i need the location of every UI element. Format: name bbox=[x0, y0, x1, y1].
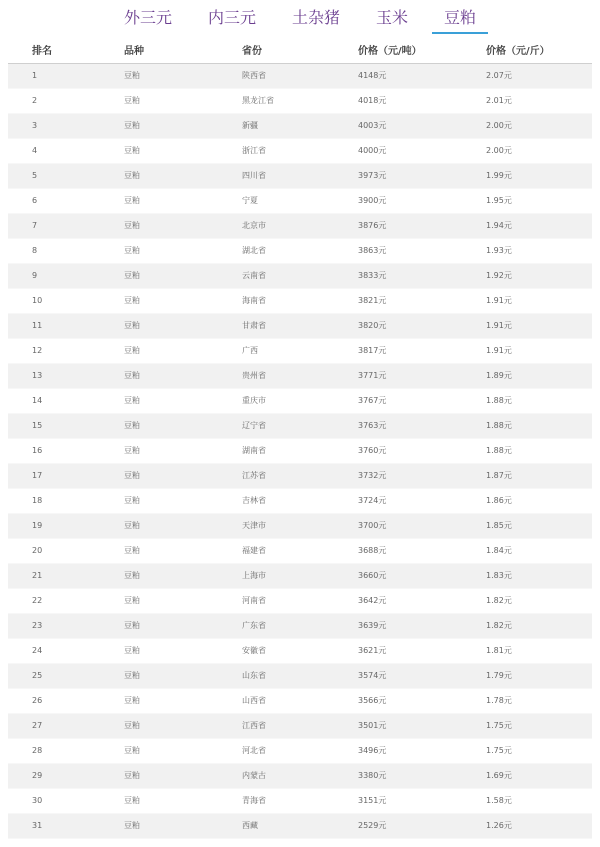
cell-rank: 16 bbox=[8, 438, 124, 463]
cell-price-jin: 1.88元 bbox=[486, 413, 592, 438]
cell-rank: 4 bbox=[8, 138, 124, 163]
tab-yu-mi[interactable]: 玉米 bbox=[376, 8, 409, 27]
cell-rank: 22 bbox=[8, 588, 124, 613]
table-row bbox=[8, 338, 592, 363]
cell-province: 云南省 bbox=[242, 263, 358, 288]
cell-price-ton: 3863元 bbox=[358, 238, 486, 263]
cell-rank: 12 bbox=[8, 338, 124, 363]
cell-price-jin: 1.26元 bbox=[486, 813, 592, 838]
table-row bbox=[8, 663, 592, 688]
cell-province: 山东省 bbox=[242, 663, 358, 688]
cell-price-ton: 4000元 bbox=[358, 138, 486, 163]
cell-province: 天津市 bbox=[242, 513, 358, 538]
cell-province: 四川省 bbox=[242, 163, 358, 188]
cell-variety: 豆粕 bbox=[124, 263, 242, 288]
cell-province: 江西省 bbox=[242, 713, 358, 738]
cell-price-ton: 3763元 bbox=[358, 413, 486, 438]
table-body bbox=[8, 63, 592, 838]
cell-price-jin: 1.92元 bbox=[486, 263, 592, 288]
cell-price-jin: 1.91元 bbox=[486, 338, 592, 363]
table-row bbox=[8, 238, 592, 263]
table-row bbox=[8, 588, 592, 613]
cell-price-ton: 3833元 bbox=[358, 263, 486, 288]
cell-price-jin: 1.75元 bbox=[486, 738, 592, 763]
cell-variety: 豆粕 bbox=[124, 288, 242, 313]
cell-variety: 豆粕 bbox=[124, 788, 242, 813]
cell-price-ton: 3566元 bbox=[358, 688, 486, 713]
cell-province: 宁夏 bbox=[242, 188, 358, 213]
cell-price-ton: 3724元 bbox=[358, 488, 486, 513]
cell-price-ton: 3900元 bbox=[358, 188, 486, 213]
table-row bbox=[8, 188, 592, 213]
cell-province: 湖北省 bbox=[242, 238, 358, 263]
cell-rank: 31 bbox=[8, 813, 124, 838]
table-row bbox=[8, 713, 592, 738]
cell-rank: 5 bbox=[8, 163, 124, 188]
cell-variety: 豆粕 bbox=[124, 338, 242, 363]
cell-province: 山西省 bbox=[242, 688, 358, 713]
cell-province: 新疆 bbox=[242, 113, 358, 138]
table-row bbox=[8, 738, 592, 763]
cell-price-jin: 1.91元 bbox=[486, 313, 592, 338]
table-row bbox=[8, 788, 592, 813]
cell-price-ton: 3771元 bbox=[358, 363, 486, 388]
table-row bbox=[8, 288, 592, 313]
table-row bbox=[8, 313, 592, 338]
cell-price-jin: 1.83元 bbox=[486, 563, 592, 588]
cell-price-ton: 3700元 bbox=[358, 513, 486, 538]
cell-rank: 2 bbox=[8, 88, 124, 113]
table-row bbox=[8, 88, 592, 113]
cell-rank: 17 bbox=[8, 463, 124, 488]
table-row bbox=[8, 363, 592, 388]
cell-rank: 29 bbox=[8, 763, 124, 788]
cell-variety: 豆粕 bbox=[124, 738, 242, 763]
cell-province: 河北省 bbox=[242, 738, 358, 763]
tab-wai-san-yuan[interactable]: 外三元 bbox=[123, 8, 172, 27]
cell-variety: 豆粕 bbox=[124, 538, 242, 563]
cell-price-jin: 1.79元 bbox=[486, 663, 592, 688]
cell-price-jin: 1.58元 bbox=[486, 788, 592, 813]
cell-rank: 7 bbox=[8, 213, 124, 238]
cell-province: 贵州省 bbox=[242, 363, 358, 388]
cell-price-jin: 1.89元 bbox=[486, 363, 592, 388]
cell-variety: 豆粕 bbox=[124, 238, 242, 263]
cell-variety: 豆粕 bbox=[124, 638, 242, 663]
cell-province: 辽宁省 bbox=[242, 413, 358, 438]
cell-price-ton: 3642元 bbox=[358, 588, 486, 613]
cell-rank: 23 bbox=[8, 613, 124, 638]
cell-price-jin: 1.99元 bbox=[486, 163, 592, 188]
cell-rank: 3 bbox=[8, 113, 124, 138]
table-row bbox=[8, 613, 592, 638]
table-row bbox=[8, 638, 592, 663]
cell-province: 上海市 bbox=[242, 563, 358, 588]
header-variety: 品种 bbox=[124, 45, 144, 57]
table-row bbox=[8, 63, 592, 88]
table-row bbox=[8, 113, 592, 138]
cell-price-ton: 3817元 bbox=[358, 338, 486, 363]
cell-price-ton: 4003元 bbox=[358, 113, 486, 138]
cell-price-jin: 1.82元 bbox=[486, 613, 592, 638]
cell-rank: 13 bbox=[8, 363, 124, 388]
cell-price-ton: 3380元 bbox=[358, 763, 486, 788]
table-row bbox=[8, 388, 592, 413]
cell-variety: 豆粕 bbox=[124, 663, 242, 688]
cell-province: 西藏 bbox=[242, 813, 358, 838]
cell-rank: 21 bbox=[8, 563, 124, 588]
cell-price-ton: 3973元 bbox=[358, 163, 486, 188]
cell-price-ton: 3767元 bbox=[358, 388, 486, 413]
table-row bbox=[8, 163, 592, 188]
cell-rank: 6 bbox=[8, 188, 124, 213]
cell-price-ton: 3688元 bbox=[358, 538, 486, 563]
cell-province: 吉林省 bbox=[242, 488, 358, 513]
cell-price-jin: 2.00元 bbox=[486, 138, 592, 163]
category-tabs bbox=[0, 0, 600, 36]
cell-price-jin: 1.86元 bbox=[486, 488, 592, 513]
cell-variety: 豆粕 bbox=[124, 213, 242, 238]
cell-province: 陕西省 bbox=[242, 63, 358, 88]
cell-rank: 27 bbox=[8, 713, 124, 738]
cell-rank: 18 bbox=[8, 488, 124, 513]
cell-price-jin: 1.93元 bbox=[486, 238, 592, 263]
cell-province: 青海省 bbox=[242, 788, 358, 813]
cell-province: 广东省 bbox=[242, 613, 358, 638]
cell-rank: 25 bbox=[8, 663, 124, 688]
header-rank: 排名 bbox=[32, 45, 52, 57]
cell-price-jin: 1.78元 bbox=[486, 688, 592, 713]
cell-price-jin: 1.82元 bbox=[486, 588, 592, 613]
table-row bbox=[8, 813, 592, 838]
cell-price-jin: 1.88元 bbox=[486, 388, 592, 413]
cell-rank: 14 bbox=[8, 388, 124, 413]
cell-variety: 豆粕 bbox=[124, 138, 242, 163]
table-row bbox=[8, 488, 592, 513]
header-price-per-ton: 价格（元/吨） bbox=[358, 45, 422, 57]
cell-province: 江苏省 bbox=[242, 463, 358, 488]
table-row bbox=[8, 213, 592, 238]
cell-variety: 豆粕 bbox=[124, 713, 242, 738]
cell-price-ton: 3821元 bbox=[358, 288, 486, 313]
cell-price-ton: 3876元 bbox=[358, 213, 486, 238]
cell-price-jin: 1.94元 bbox=[486, 213, 592, 238]
tab-dou-po[interactable]: 豆粕 bbox=[426, 0, 494, 36]
cell-variety: 豆粕 bbox=[124, 63, 242, 88]
cell-price-jin: 2.07元 bbox=[486, 63, 592, 88]
cell-province: 湖南省 bbox=[242, 438, 358, 463]
table-row bbox=[8, 138, 592, 163]
cell-rank: 10 bbox=[8, 288, 124, 313]
cell-price-jin: 1.69元 bbox=[486, 763, 592, 788]
table-row bbox=[8, 263, 592, 288]
cell-variety: 豆粕 bbox=[124, 88, 242, 113]
cell-province: 广西 bbox=[242, 338, 358, 363]
cell-rank: 1 bbox=[8, 63, 124, 88]
cell-price-jin: 1.84元 bbox=[486, 538, 592, 563]
cell-rank: 24 bbox=[8, 638, 124, 663]
table-row bbox=[8, 463, 592, 488]
cell-variety: 豆粕 bbox=[124, 488, 242, 513]
cell-variety: 豆粕 bbox=[124, 113, 242, 138]
cell-variety: 豆粕 bbox=[124, 188, 242, 213]
cell-price-ton: 3639元 bbox=[358, 613, 486, 638]
cell-variety: 豆粕 bbox=[124, 313, 242, 338]
table-row bbox=[8, 563, 592, 588]
tab-tu-za-zhu[interactable]: 土杂猪 bbox=[291, 8, 340, 27]
cell-price-ton: 3660元 bbox=[358, 563, 486, 588]
cell-variety: 豆粕 bbox=[124, 463, 242, 488]
cell-variety: 豆粕 bbox=[124, 813, 242, 838]
cell-rank: 20 bbox=[8, 538, 124, 563]
cell-province: 海南省 bbox=[242, 288, 358, 313]
cell-price-jin: 2.00元 bbox=[486, 113, 592, 138]
cell-province: 福建省 bbox=[242, 538, 358, 563]
table-row bbox=[8, 688, 592, 713]
cell-province: 重庆市 bbox=[242, 388, 358, 413]
cell-province: 安徽省 bbox=[242, 638, 358, 663]
cell-price-ton: 3574元 bbox=[358, 663, 486, 688]
cell-price-jin: 1.91元 bbox=[486, 288, 592, 313]
cell-rank: 26 bbox=[8, 688, 124, 713]
cell-variety: 豆粕 bbox=[124, 563, 242, 588]
cell-province: 黑龙江省 bbox=[242, 88, 358, 113]
cell-province: 甘肃省 bbox=[242, 313, 358, 338]
table-row bbox=[8, 513, 592, 538]
cell-price-ton: 3501元 bbox=[358, 713, 486, 738]
cell-price-ton: 3760元 bbox=[358, 438, 486, 463]
cell-price-ton: 3151元 bbox=[358, 788, 486, 813]
cell-variety: 豆粕 bbox=[124, 513, 242, 538]
cell-price-jin: 1.95元 bbox=[486, 188, 592, 213]
cell-province: 北京市 bbox=[242, 213, 358, 238]
cell-price-ton: 4018元 bbox=[358, 88, 486, 113]
cell-rank: 28 bbox=[8, 738, 124, 763]
table-row bbox=[8, 538, 592, 563]
cell-rank: 30 bbox=[8, 788, 124, 813]
cell-variety: 豆粕 bbox=[124, 613, 242, 638]
table-row bbox=[8, 763, 592, 788]
cell-rank: 11 bbox=[8, 313, 124, 338]
cell-variety: 豆粕 bbox=[124, 438, 242, 463]
cell-province: 浙江省 bbox=[242, 138, 358, 163]
cell-variety: 豆粕 bbox=[124, 363, 242, 388]
cell-price-ton: 3496元 bbox=[358, 738, 486, 763]
cell-rank: 19 bbox=[8, 513, 124, 538]
price-table bbox=[8, 36, 592, 839]
table-row bbox=[8, 438, 592, 463]
header-province: 省份 bbox=[242, 45, 262, 57]
cell-variety: 豆粕 bbox=[124, 588, 242, 613]
cell-variety: 豆粕 bbox=[124, 388, 242, 413]
cell-price-jin: 1.75元 bbox=[486, 713, 592, 738]
table-header-row bbox=[8, 36, 592, 63]
cell-province: 内蒙古 bbox=[242, 763, 358, 788]
cell-variety: 豆粕 bbox=[124, 763, 242, 788]
cell-price-ton: 3621元 bbox=[358, 638, 486, 663]
cell-price-jin: 1.87元 bbox=[486, 463, 592, 488]
cell-price-jin: 1.85元 bbox=[486, 513, 592, 538]
cell-price-jin: 1.88元 bbox=[486, 438, 592, 463]
cell-price-ton: 3820元 bbox=[358, 313, 486, 338]
table-row bbox=[8, 413, 592, 438]
cell-variety: 豆粕 bbox=[124, 688, 242, 713]
cell-rank: 9 bbox=[8, 263, 124, 288]
cell-rank: 15 bbox=[8, 413, 124, 438]
cell-price-ton: 2529元 bbox=[358, 813, 486, 838]
cell-rank: 8 bbox=[8, 238, 124, 263]
cell-price-jin: 2.01元 bbox=[486, 88, 592, 113]
cell-price-ton: 4148元 bbox=[358, 63, 486, 88]
header-price-per-jin: 价格（元/斤） bbox=[486, 45, 550, 57]
cell-province: 河南省 bbox=[242, 588, 358, 613]
cell-price-ton: 3732元 bbox=[358, 463, 486, 488]
cell-price-jin: 1.81元 bbox=[486, 638, 592, 663]
cell-variety: 豆粕 bbox=[124, 413, 242, 438]
tab-nei-san-yuan[interactable]: 内三元 bbox=[207, 8, 256, 27]
cell-variety: 豆粕 bbox=[124, 163, 242, 188]
